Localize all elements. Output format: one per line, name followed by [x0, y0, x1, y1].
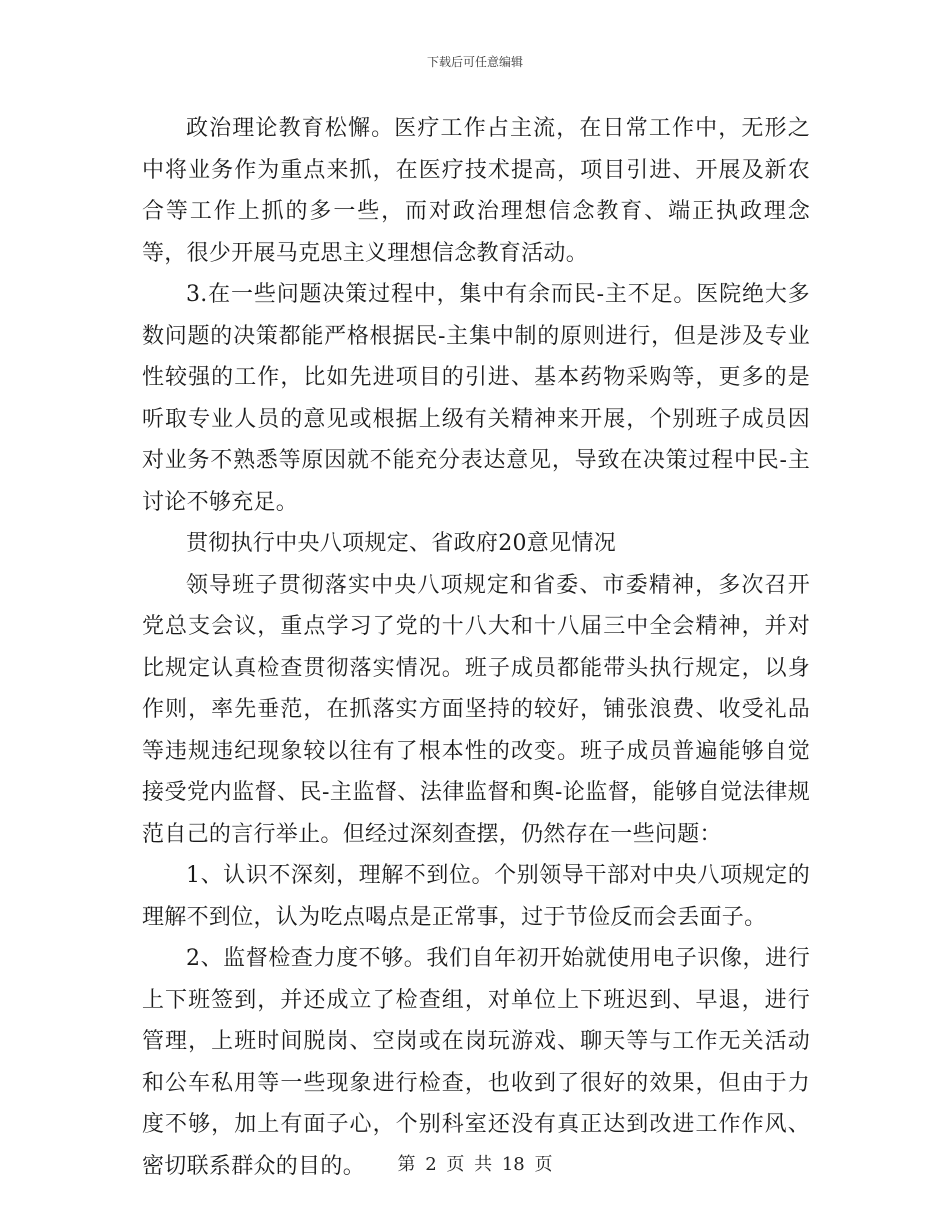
- section-heading-eight-rules: 贯彻执行中央八项规定、省政府20意见情况: [186, 531, 616, 556]
- header-note: 下载后可任意编辑: [426, 55, 523, 69]
- paragraph-political-theory: 政治理论教育松懈。医疗工作占主流，在日常工作中，无形之中将业务作为重点来抓，在医疗技术提高，项目引进、开展及新农合等工作上抓的多一些，而对政治理想信念教育、端正执政理念等，很少开展马克思主义理想信念教育活动。: [142, 116, 810, 266]
- page-number-footer: 第 2 页 共 18 页: [397, 1154, 553, 1175]
- paragraph-leadership-implementation: 领导班子贯彻落实中央八项规定和省委、市委精神，多次召开党总支会议，重点学习了党的十八大和十八届三中全会精神，并对比规定认真检查贯彻落实情况。班子成员都能带头执行规定，以身作则，率先垂范，在抓落实方面坚持的较好，铺张浪费、收受礼品等违规违纪现象较以往有了根本性的改变。班子成员普遍能够自觉接受党内监督、民-主监督、法律监督和舆-论监督，能够自觉法律规范自己的言行举止。但经过深刻查摆，仍然存在一些问题：: [142, 572, 810, 847]
- paragraph-issue-2: 2、监督检查力度不够。我们自年初开始就使用电子识像，进行上下班签到，并还成立了检查组，对单位上下班迟到、早退，进行管理，上班时间脱岗、空岗或在岗玩游戏、聊天等与工作无关活动和公车私用等一些现象进行检查，也收到了很好的效果，但由于力度不够，加上有面子心，个别科室还没有真正达到改进工作作风、密切联系群众的目的。: [142, 946, 810, 1179]
- paragraph-decision-making: 3.在一些问题决策过程中，集中有余而民-主不足。医院绝大多数问题的决策都能严格根据民-主集中制的原则进行，但是涉及专业性较强的工作，比如先进项目的引进、基本药物采购等，更多的是听取专业人员的意见或根据上级有关精神来开展，个别班子成员因对业务不熟悉等原因就不能充分表达意见，导致在决策过程中民-主讨论不够充足。: [142, 282, 810, 515]
- paragraph-issue-1: 1、认识不深刻，理解不到位。个别领导干部对中央八项规定的理解不到位，认为吃点喝点是正常事，过于节俭反而会丢面子。: [142, 863, 810, 930]
- document-body: [142, 108, 810, 1187]
